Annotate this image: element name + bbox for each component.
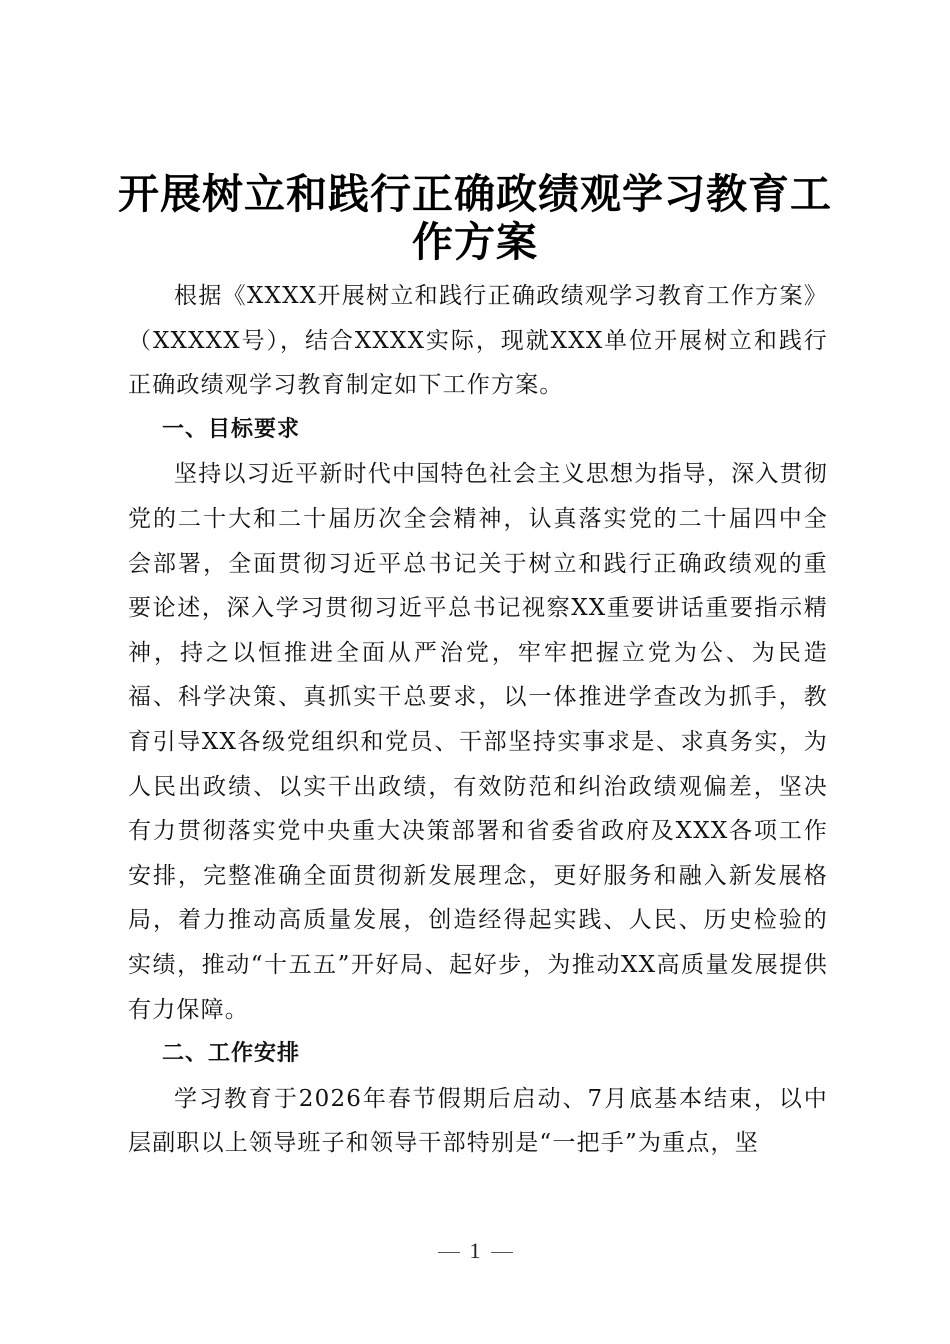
page-number-footer <box>0 1238 950 1264</box>
section-paragraph-arrangements: 学习教育于2026年春节假期后启动、7月底基本结束，以中层副职以上领导班子和领导干部特别是“一把手”为重点，坚 <box>128 1085 828 1157</box>
document-title: 开展树立和践行正确政绩观学习教育工作方案 <box>118 170 832 266</box>
dash-left <box>438 1252 460 1253</box>
page-number: 1 <box>469 1238 481 1263</box>
section-paragraph-goals: 坚持以习近平新时代中国特色社会主义思想为指导，深入贯彻党的二十大和二十届历次全会精神，认真落实党的二十届四中全会部署，全面贯彻习近平总书记关于树立和践行正确政绩观的重要论述，深入学习贯彻习近平总书记视察XX重要讲话重要指示精神，持之以恒推进全面从严治党，牢牢把握立党为公、为民造福、科学决策、真抓实干总要求，以一体推进学查改为抓手，教育引导XX各级党组织和党员、干部坚持实事求是、求真务实，为人民出政绩、以实干出政绩，有效防范和纠治政绩观偏差，坚决有力贯彻落实党中央重大决策部署和省委省政府及XXX各项工作安排，完整准确全面贯彻新发展理念，更好服务和融入新发展格局，着力推动高质量发展，创造经得起实践、人民、历史检验的实绩，推动“十五五”开好局、起好步，为推动XX高质量发展提供有力保障。 <box>128 461 828 1023</box>
section-heading-goals: 一、目标要求 <box>162 416 301 442</box>
dash-right <box>491 1252 513 1253</box>
document-body <box>128 274 828 1166</box>
section-heading-arrangements: 二、工作安排 <box>162 1041 301 1067</box>
intro-paragraph: 根据《XXXX开展树立和践行正确政绩观学习教育工作方案》（XXXXX号），结合XXXX实际，现就XXX单位开展树立和践行正确政绩观学习教育制定如下工作方案。 <box>128 283 828 399</box>
